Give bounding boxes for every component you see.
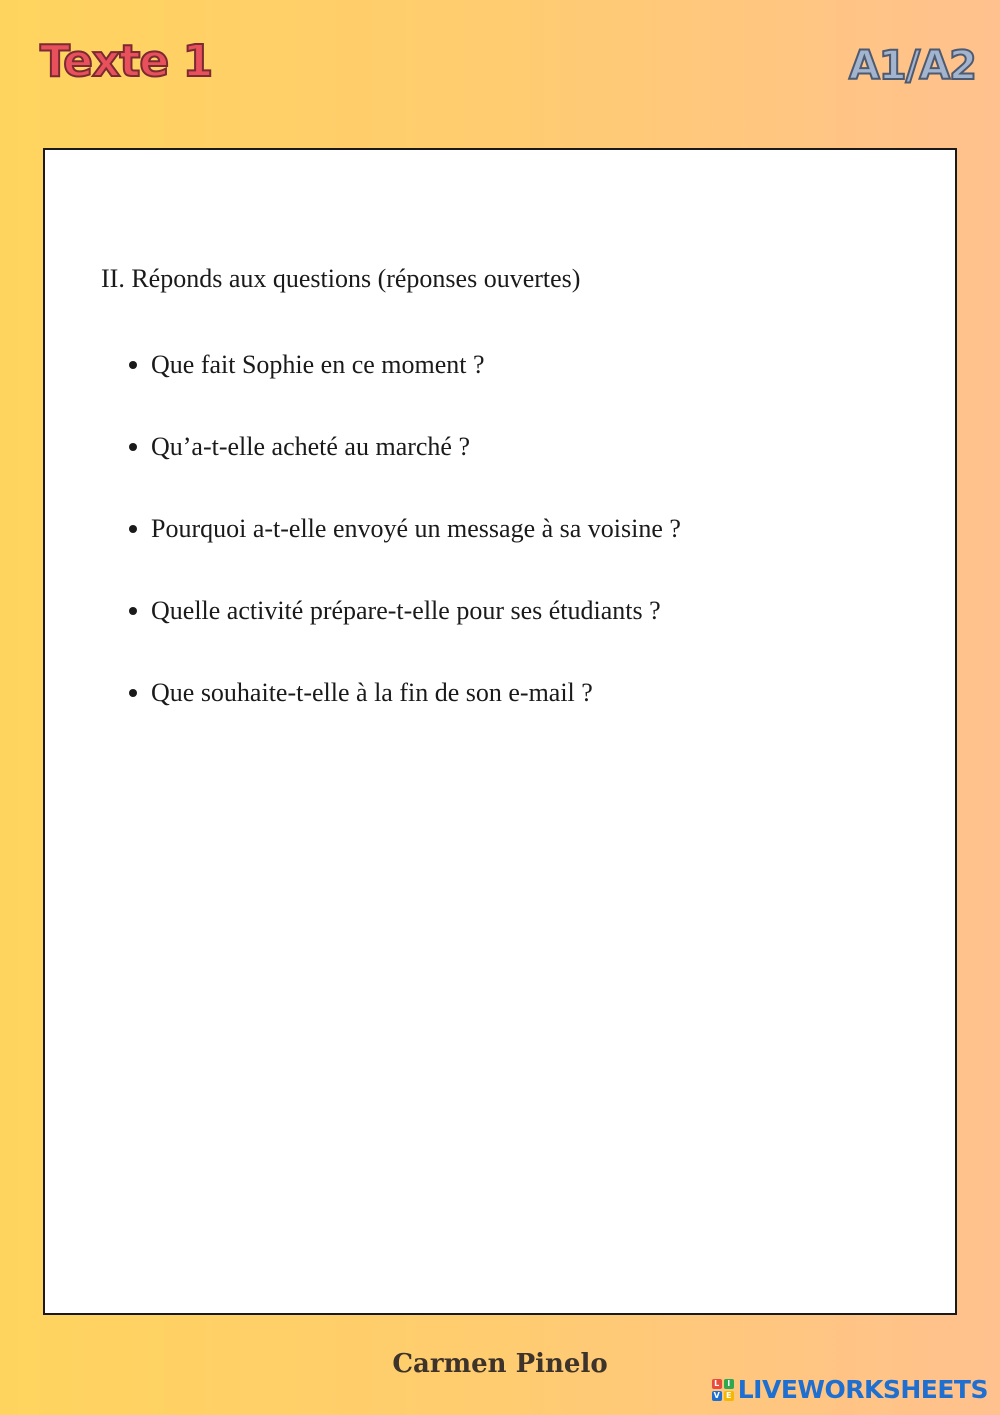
question-text: Que fait Sophie en ce moment ? xyxy=(151,350,485,379)
liveworksheets-logo[interactable] xyxy=(712,1377,988,1402)
question-text: Pourquoi a-t-elle envoyé un message à sa voisine ? xyxy=(151,514,681,543)
question-text: Quelle activité prépare-t-elle pour ses étudiants ? xyxy=(151,596,661,625)
question-item xyxy=(129,662,681,744)
bullet-icon xyxy=(129,525,137,533)
logo-letter-v: V xyxy=(713,1390,720,1400)
level-label: A1/A2 xyxy=(848,43,976,89)
bullet-icon xyxy=(129,689,137,697)
logo-letter-e: E xyxy=(724,1391,734,1401)
logo-letter-l: L xyxy=(712,1379,722,1389)
page-title: Texte 1 xyxy=(40,36,213,87)
question-item xyxy=(129,416,681,498)
question-item xyxy=(129,580,681,662)
question-list xyxy=(129,334,681,744)
section-title: II. Réponds aux questions (réponses ouvertes) xyxy=(101,264,581,293)
question-item xyxy=(129,498,681,580)
bullet-icon xyxy=(129,607,137,615)
liveworksheets-logo-icon xyxy=(712,1379,734,1401)
question-text: Qu’a-t-elle acheté au marché ? xyxy=(151,432,471,461)
liveworksheets-logo-text: LIVEWORKSHEETS xyxy=(737,1375,988,1404)
question-text: Que souhaite-t-elle à la fin de son e-mail ? xyxy=(151,678,593,707)
bullet-icon xyxy=(129,361,137,369)
worksheet-card xyxy=(43,148,957,1315)
logo-letter-i: I xyxy=(724,1379,734,1389)
author-name: Carmen Pinelo xyxy=(392,1349,608,1379)
question-item xyxy=(129,334,681,416)
bullet-icon xyxy=(129,443,137,451)
